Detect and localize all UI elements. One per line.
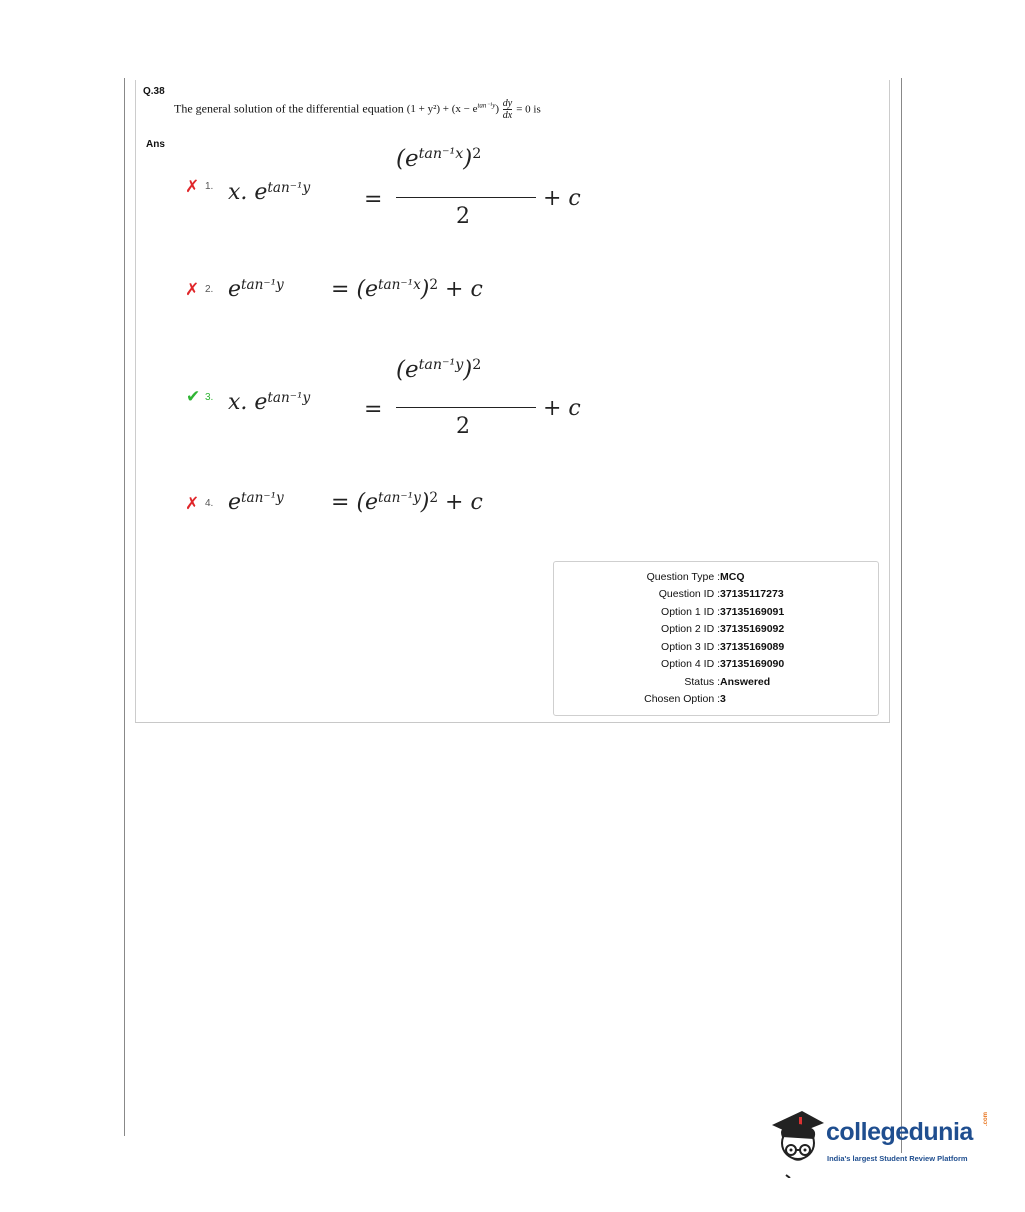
question-tail: = 0 is <box>516 103 541 116</box>
option-2-rhs: = $(e^{tan^{-1}x})^2 + c$ <box>331 276 483 302</box>
question-number: Q.38 <box>143 86 165 97</box>
dy-dx-fraction: $\frac{dy}{dx}$ <box>502 98 513 121</box>
inner-right-border <box>889 80 890 723</box>
option-4-rhs: = $(e^{tan^{-1}y})^2 + c$ <box>331 489 483 515</box>
option-1-equals: = <box>364 187 383 212</box>
right-border <box>901 78 902 1153</box>
ans-label: Ans <box>146 139 165 150</box>
option-3-equals: = <box>364 397 383 422</box>
question-info-panel: Question Type : MCQ Question ID : 37135117273 Option 1 ID : 37135169091 Option 2 ID : 37135169092 Option 3 ID : 37135169089 Option 4 ID : 37135169090 Status : Answered Chosen Option : 3 <box>553 561 879 716</box>
option-4-lhs: $e^{tan^{-1}y}$ <box>228 489 284 515</box>
question-text <box>174 98 541 121</box>
option-3-plus-c: + c <box>543 396 581 421</box>
option-3-fraction-bar <box>396 407 536 408</box>
option-number: 3. <box>205 392 214 403</box>
question-lead: The general solution of the differential equation <box>174 101 404 116</box>
wrong-mark-icon: ✗ <box>185 177 200 197</box>
option-2-lhs: $e^{tan^{-1}y}$ <box>228 276 284 302</box>
correct-check-icon: ✔ <box>186 387 201 407</box>
option-number: 2. <box>205 284 214 295</box>
option-1-lhs: x. $e^{tan^{-1}y}$ <box>228 179 311 205</box>
option-1-fraction-bar <box>396 197 536 198</box>
option-number: 1. <box>205 181 214 192</box>
option-1-plus-c: + c <box>543 186 581 211</box>
option-1-denominator: 2 <box>456 204 470 229</box>
option-1-numerator: $(e^{tan^{-1}x})^2$ <box>396 146 482 172</box>
option-number: 4. <box>205 498 214 509</box>
option-3-denominator: 2 <box>456 414 470 439</box>
left-border <box>124 78 125 1136</box>
question-bottom-divider <box>135 722 890 723</box>
logo-wordmark: collegedunia <box>826 1118 973 1146</box>
wrong-mark-icon: ✗ <box>185 494 200 514</box>
option-3-numerator: $(e^{tan^{-1}y})^2$ <box>396 357 482 383</box>
inner-left-border <box>135 80 136 723</box>
option-3-lhs: x. $e^{tan^{-1}y}$ <box>228 389 311 415</box>
logo-com-suffix: .com <box>983 1111 989 1126</box>
logo-tagline: India's largest Student Review Platform <box>827 1154 968 1163</box>
question-equation: $(1 + y^2) + (x - e^{tan^{-1}y})$ <box>406 101 500 116</box>
wrong-mark-icon: ✗ <box>185 280 200 300</box>
